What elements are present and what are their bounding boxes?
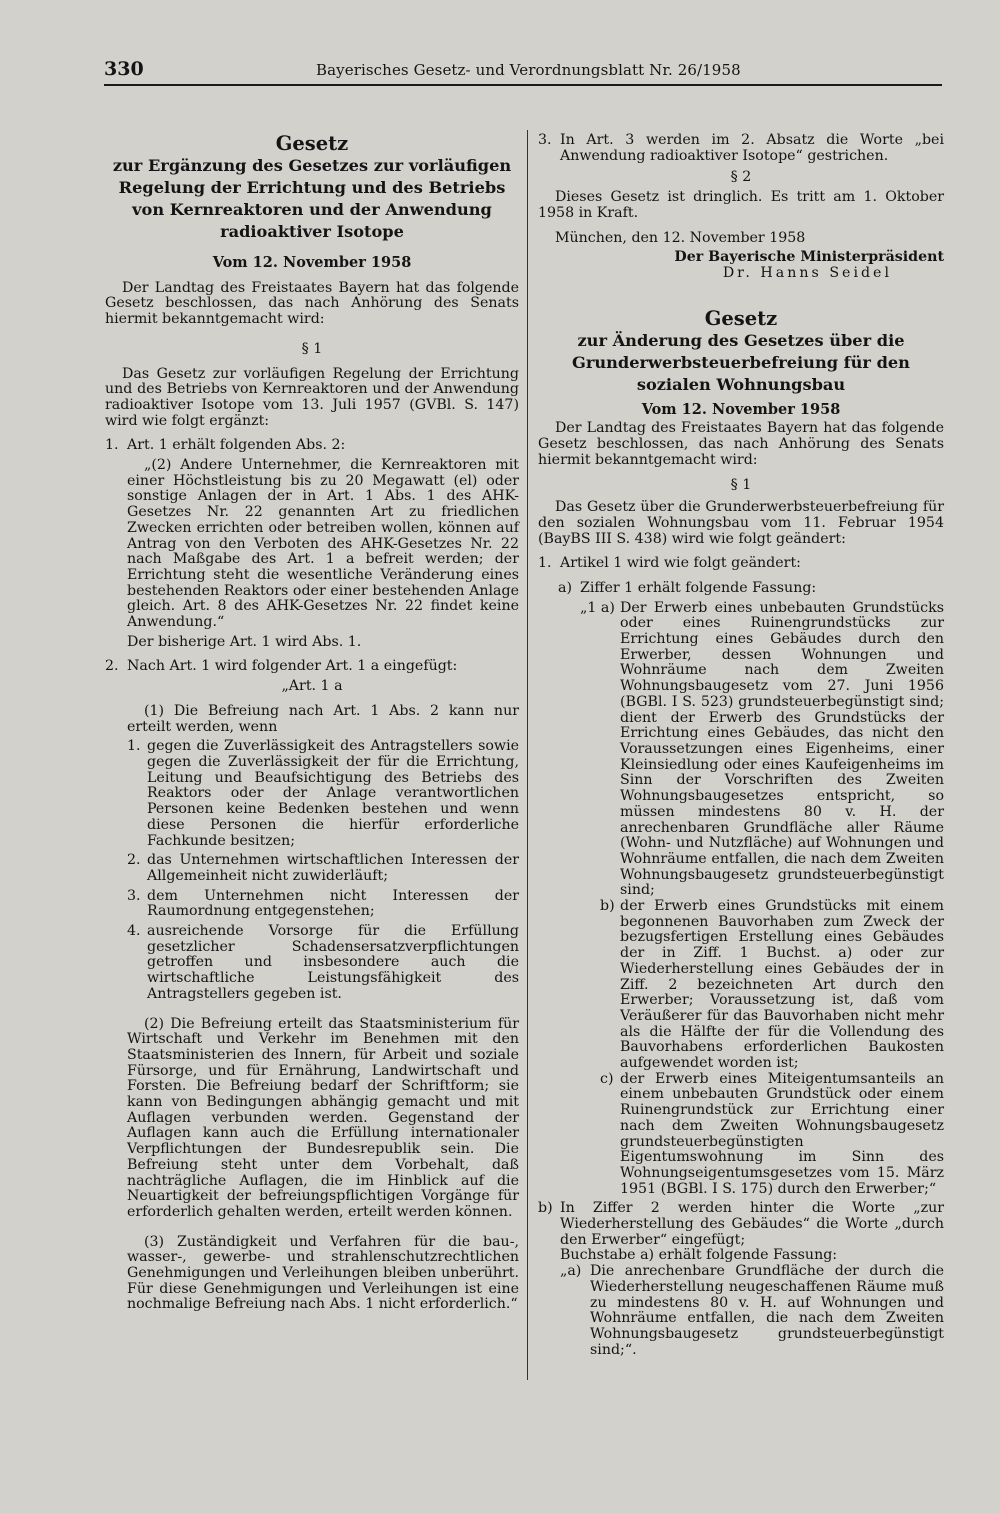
page-number: 330 bbox=[104, 58, 144, 80]
quoted-item bbox=[560, 1264, 944, 1358]
amendment-item bbox=[538, 556, 944, 572]
sub-item bbox=[538, 1201, 944, 1248]
law-date: Vom 12. November 1958 bbox=[212, 254, 412, 271]
condition-text: ausreichende Vorsorge für die Erfüllung gesetzlicher Schadensersatzverpflichtungen getroffen und insbesondere auch die wirtschaftliche Leistungsfähigkeit des Antragstellers gegeben ist. bbox=[147, 923, 519, 1002]
sub-item-label: b) bbox=[538, 1200, 553, 1217]
section-text: Dieses Gesetz ist dringlich. Es tritt am 1. Oktober 1958 in Kraft. bbox=[538, 189, 944, 221]
item-text: Artikel 1 wird wie folgt geändert: bbox=[560, 555, 801, 572]
item-label: 1. bbox=[538, 555, 552, 572]
section-mark: § 2 bbox=[730, 169, 752, 186]
quoted-item-label: b) bbox=[600, 898, 615, 915]
quoted-item-text: der Erwerb eines Grundstücks mit einem begonnenen Bauvorhaben zum Zweck der bezugsfertigen Erstellung eines Gebäudes der in Ziff. 1 Buchst. a) oder zur Wiederherstellung eines Gebäudes der in Ziff. 2 bezeichneten Art durch den Erwerber; Voraussetzung ist, daß vom Veräußerer für das Bauvorhaben nicht mehr als die Hälfte der für die Vollendung des Bauvorhabens erforderlichen Baukosten aufgewendet worden ist; bbox=[620, 898, 944, 1072]
signer-name bbox=[538, 266, 944, 282]
absatz-3: (3) Zuständigkeit und Verfahren für die bau-, wasser-, gewerbe- und strahlenschutzrechtlichen Genehmigungen und Verleihungen bleiben unberührt. Für diese Genehmigungen und Verleihungen ist eine nochmalige Befreiung nach Abs. 1 nicht erforderlich.“ bbox=[127, 1233, 519, 1313]
quoted-item-text: Die anrechenbare Grundfläche der durch die Wiederherstellung neugeschaffenen Räume muß zu mindestens 80 v. H. auf Wohnungen und Wohnräume entfallen, die nach dem Zweiten Wohnungsbaugesetz grundsteuerbegünstigt sind;“. bbox=[590, 1263, 944, 1358]
item-text: Nach Art. 1 wird folgender Art. 1 a eingefügt: bbox=[127, 658, 458, 675]
section-text: Das Gesetz über die Grunderwerbsteuerbefreiung für den sozialen Wohnungsbau vom 11. Februar 1954 (BayBS III S. 438) wird wie folgt geändert: bbox=[538, 499, 944, 547]
page-header bbox=[104, 58, 942, 84]
condition-text: gegen die Zuverlässigkeit des Antragstellers sowie gegen die Zuverlässigkeit der für die Errichtung, Leitung und Beaufsichtigung des Betriebs des Reaktors oder der Anlage verantwortlichen Personen keine Bedenken bestehen und wenn diese Personen die hierfür erforderliche Fachkunde besitzen; bbox=[147, 738, 519, 849]
sub-item-label: a) bbox=[558, 579, 572, 596]
signer-role: Der Bayerische Ministerpräsident bbox=[674, 249, 944, 266]
item-label: 1. bbox=[105, 437, 119, 454]
law-subtitle: zur Ergänzung des Gesetzes zur vorläufigen Regelung der Errichtung und des Betriebs von Kernreaktoren und der Anwendung radioaktiver Isotope bbox=[112, 156, 512, 241]
quoted-item bbox=[600, 899, 944, 1072]
item-label: 2. bbox=[105, 658, 119, 675]
right-column bbox=[538, 133, 944, 1358]
amendment-item bbox=[538, 133, 944, 164]
item-note: Der bisherige Art. 1 wird Abs. 1. bbox=[127, 633, 362, 650]
law-title: Gesetz bbox=[275, 132, 349, 155]
condition-label: 2. bbox=[127, 852, 141, 869]
sub-item-text: In Ziffer 2 werden hinter die Worte „zur Wiederherstellung des Gebäudes“ die Worte „durch den Erwerber“ eingefügt; bbox=[560, 1200, 944, 1248]
header-title: Bayerisches Gesetz- und Verordnungsblatt Nr. 26/1958 bbox=[316, 61, 741, 79]
law-date: Vom 12. November 1958 bbox=[641, 400, 841, 418]
quoted-item bbox=[600, 1072, 944, 1198]
item-text: Art. 1 erhält folgenden Abs. 2: bbox=[127, 437, 346, 454]
law-intro: Der Landtag des Freistaates Bayern hat das folgende Gesetz beschlossen, das nach Anhörung des Senats hiermit bekanntgemacht wird: bbox=[105, 279, 519, 328]
column-divider bbox=[527, 130, 528, 1380]
left-column bbox=[105, 133, 519, 1313]
absatz-1: (1) Die Befreiung nach Art. 1 Abs. 2 kann nur erteilt werden, wenn bbox=[127, 702, 519, 735]
article-heading: „Art. 1 a bbox=[281, 678, 343, 695]
condition-label: 4. bbox=[127, 923, 141, 940]
condition-item bbox=[127, 853, 519, 884]
quoted-paragraph: „(2) Andere Unternehmer, die Kernreaktoren mit einer Höchstleistung bis zu 20 Megawatt (el) oder sonstige Anlagen der in Art. 1 Abs. 1 des AHK-Gesetzes Nr. 22 genannten Art zu friedlichen Zwecken errichten oder betreiben wollen, können auf Antrag von den Verboten des AHK-Gesetzes Nr. 22 nach Maßgabe des Art. 1 a befreit werden; der Errichtung steht die wesentliche Veränderung eines bestehenden Reaktors oder einer bestehenden Anlage gleich. Art. 8 des AHK-Gesetzes Nr. 22 findet keine Anwendung.“ bbox=[127, 457, 519, 631]
sub-item-text: Ziffer 1 erhält folgende Fassung: bbox=[580, 579, 817, 596]
absatz-2: (2) Die Befreiung erteilt das Staatsministerium für Wirtschaft und Verkehr im Benehmen mit den Staatsministerien des Innern, für Arbeit und soziale Fürsorge, und für Ernährung, Landwirtschaft und Forsten. Die Befreiung bedarf der Schriftform; sie kann von Bedingungen abhängig gemacht und mit Auflagen verbunden werden. Gegenstand der Auflagen kann auch die Erfüllung internationaler Verpflichtungen der Bundesrepublik sein. Die Befreiung steht unter dem Vorbehalt, daß nachträgliche Auflagen, die im Hinblick auf die Neuartigkeit der befreiungspflichtigen Vorgänge für erforderlich gehalten werden, erteilt werden können. bbox=[127, 1015, 519, 1220]
sub-item bbox=[558, 581, 944, 597]
section-mark: § 1 bbox=[301, 340, 323, 357]
quoted-item-text: Der Erwerb eines unbebauten Grundstücks oder eines Ruinengrundstücks zur Errichtung eines Gebäudes durch den Erwerber, dessen Wohnungen und Wohnräume nach dem Zweiten Wohnungsbaugesetz vom 27. Juni 1956 (BGBl. I S. 523) grundsteuerbegünstigt sind; dient der Erwerb des Grundstücks der Errichtung eines Gebäudes, das nicht den Voraussetzungen eines Eigenheims, einer Kleinsiedlung oder eines Kaufeigenheims im Sinn der Vorschriften des Zweiten Wohnungsbaugesetzes entspricht, so müssen mindestens 80 v. H. der anrechenbaren Grundfläche aller Räume (Wohn- und Nutzfläche) auf Wohnungen und Wohnräume entfallen, die nach dem Zweiten Wohnungsbaugesetz grundsteuerbegünstigt sind; bbox=[620, 599, 944, 899]
amendment-item bbox=[105, 659, 519, 675]
section-text: Das Gesetz zur vorläufigen Regelung der Errichtung und des Betriebs von Kernreaktoren und der Anwendung radioaktiver Isotope vom 13. Juli 1957 (GVBl. S. 147) wird wie folgt ergänzt: bbox=[105, 365, 519, 429]
sub-item-note: Buchstabe a) erhält folgende Fassung: bbox=[560, 1247, 838, 1264]
quoted-item-label: c) bbox=[600, 1070, 614, 1087]
quoted-item-label: „1 a) bbox=[580, 599, 615, 616]
condition-text: dem Unternehmen nicht Interessen der Raumordnung entgegenstehen; bbox=[147, 887, 519, 920]
law-subtitle: zur Änderung des Gesetzes über die Grunderwerbsteuerbefreiung für den sozialen Wohnungsbau bbox=[572, 330, 910, 394]
condition-label: 3. bbox=[127, 887, 141, 904]
header-rule bbox=[104, 84, 942, 86]
quoted-item-text: der Erwerb eines Miteigentumsanteils an einem unbebauten Grundstück oder einem Ruinengrundstück zur Errichtung einer nach dem Zweiten Wohnungsbaugesetz grundsteuerbegünstigten Eigentumswohnung im Sinn des Wohnungseigentumsgesetzes vom 15. März 1951 (BGBl. I S. 175) durch den Erwerber;“ bbox=[620, 1070, 944, 1197]
item-label: 3. bbox=[538, 132, 552, 148]
quoted-item bbox=[580, 601, 944, 899]
signer-name-text: Dr. Hanns Seidel bbox=[722, 264, 892, 281]
condition-label: 1. bbox=[127, 738, 141, 755]
condition-item bbox=[127, 739, 519, 849]
condition-item bbox=[127, 889, 519, 920]
condition-item bbox=[127, 924, 519, 1003]
place-date: München, den 12. November 1958 bbox=[555, 229, 806, 246]
quoted-item-label: „a) bbox=[560, 1263, 582, 1280]
law-intro: Der Landtag des Freistaates Bayern hat das folgende Gesetz beschlossen, das nach Anhörung des Senats hiermit bekanntgemacht wird: bbox=[538, 420, 944, 468]
condition-text: das Unternehmen wirtschaftlichen Interessen der Allgemeinheit nicht zuwiderläuft; bbox=[147, 852, 519, 884]
item-text: In Art. 3 werden im 2. Absatz die Worte „bei Anwendung radioaktiver Isotope“ gestrichen. bbox=[560, 132, 944, 164]
section-mark: § 1 bbox=[730, 477, 752, 494]
amendment-item bbox=[105, 438, 519, 454]
law-title: Gesetz bbox=[704, 306, 778, 330]
